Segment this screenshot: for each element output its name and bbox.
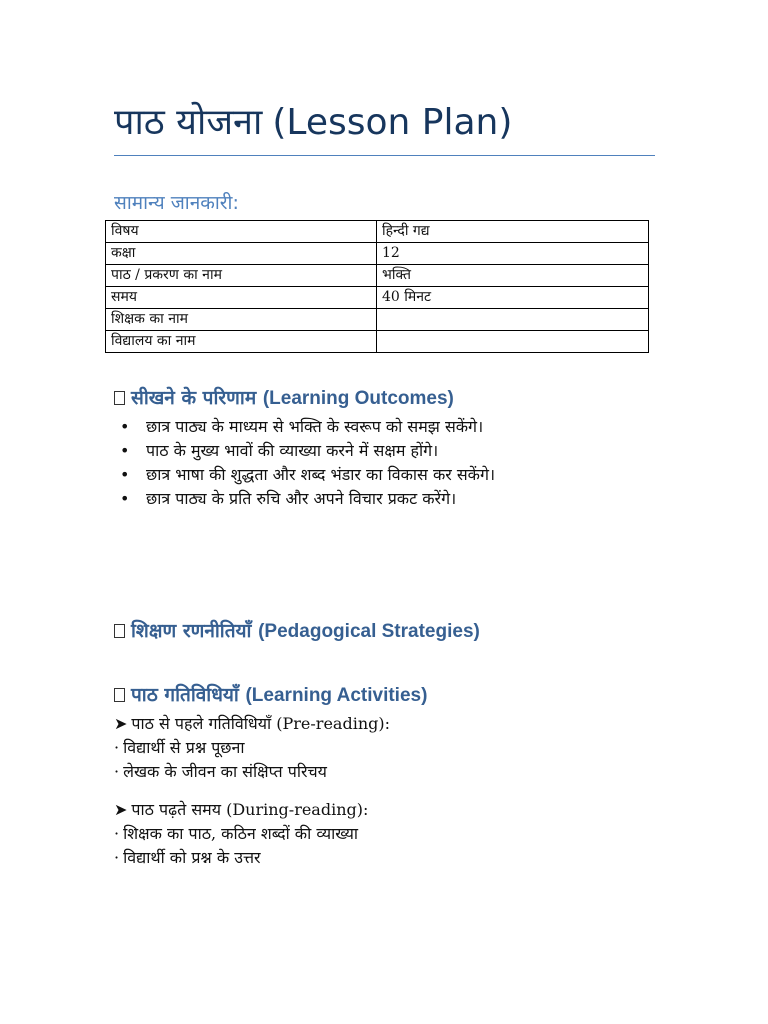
bullet-icon: • — [120, 489, 130, 508]
table-row — [106, 243, 649, 265]
label-hindi: पाठ से पहले गतिविधियाँ — [131, 714, 272, 733]
dot-icon: · — [114, 824, 120, 843]
row-value: 12 — [377, 243, 649, 265]
list-item — [120, 463, 660, 487]
bullet-icon: • — [120, 441, 130, 460]
list-item — [114, 736, 674, 760]
bullet-icon: • — [120, 417, 130, 436]
row-label: समय — [106, 287, 377, 309]
arrow-icon: ➤ — [114, 714, 128, 733]
dot-icon: · — [114, 738, 120, 757]
list-item-text: शिक्षक का पाठ, कठिन शब्दों की व्याख्या — [123, 824, 359, 843]
heading-english: (Learning Activities) — [245, 685, 428, 706]
dot-icon: · — [114, 762, 120, 781]
label-english: (During-reading): — [226, 800, 369, 819]
list-item — [120, 415, 660, 439]
list-item — [114, 822, 674, 846]
list-item — [120, 439, 660, 463]
list-item — [114, 846, 674, 870]
page-title — [114, 98, 512, 148]
checkbox-icon — [114, 688, 125, 702]
heading-english: (Pedagogical Strategies) — [258, 621, 480, 642]
basic-info-heading: सामान्य जानकारी: — [114, 192, 239, 214]
list-item-text: छात्र पाठ्य के माध्यम से भक्ति के स्वरूप को समझ सकेंगे। — [146, 417, 484, 436]
arrow-icon: ➤ — [114, 800, 128, 819]
row-value: हिन्दी गद्य — [377, 221, 649, 243]
learning-activities-heading — [114, 682, 427, 709]
pedagogical-strategies-heading — [114, 618, 480, 645]
list-item-text: विद्यार्थी को प्रश्न के उत्तर — [123, 848, 261, 867]
row-label: विषय — [106, 221, 377, 243]
list-item-text: विद्यार्थी से प्रश्न पूछना — [123, 738, 245, 757]
table-row — [106, 309, 649, 331]
pre-reading-label — [114, 712, 674, 736]
during-reading-block — [114, 798, 674, 870]
bullet-icon: • — [120, 465, 130, 484]
row-label: कक्षा — [106, 243, 377, 265]
row-label: शिक्षक का नाम — [106, 309, 377, 331]
list-item-text: लेखक के जीवन का संक्षिप्त परिचय — [123, 762, 327, 781]
row-label: पाठ / प्रकरण का नाम — [106, 265, 377, 287]
during-reading-label — [114, 798, 674, 822]
checkbox-icon — [114, 624, 125, 638]
dot-icon: · — [114, 848, 120, 867]
table-row — [106, 331, 649, 353]
pre-reading-block — [114, 712, 674, 784]
label-hindi: पाठ पढ़ते समय — [131, 800, 221, 819]
heading-english: (Learning Outcomes) — [262, 388, 454, 409]
heading-hindi: पाठ गतिविधियाँ — [131, 684, 239, 706]
list-item — [114, 760, 674, 784]
checkbox-icon — [114, 391, 125, 405]
heading-hindi: सीखने के परिणाम — [131, 387, 257, 409]
learning-outcomes-list — [120, 415, 660, 511]
learning-outcomes-heading — [114, 385, 454, 412]
title-hindi: पाठ योजना — [114, 102, 263, 143]
heading-hindi: शिक्षण रणनीतियाँ — [131, 620, 252, 642]
table-row — [106, 265, 649, 287]
title-english: (Lesson Plan) — [272, 102, 513, 143]
list-item — [120, 487, 660, 511]
list-item-text: छात्र पाठ्य के प्रति रुचि और अपने विचार प्रकट करेंगे। — [146, 489, 457, 508]
list-item-text: पाठ के मुख्य भावों की व्याख्या करने में सक्षम होंगे। — [146, 441, 439, 460]
row-value — [377, 309, 649, 331]
row-value — [377, 331, 649, 353]
row-label: विद्यालय का नाम — [106, 331, 377, 353]
label-english: (Pre-reading): — [276, 714, 390, 733]
table-row — [106, 221, 649, 243]
row-value: 40 मिनट — [377, 287, 649, 309]
basic-info-table — [105, 220, 649, 353]
list-item-text: छात्र भाषा की शुद्धता और शब्द भंडार का विकास कर सकेंगे। — [146, 465, 496, 484]
title-underline — [114, 155, 655, 156]
row-value: भक्ति — [377, 265, 649, 287]
table-row — [106, 287, 649, 309]
